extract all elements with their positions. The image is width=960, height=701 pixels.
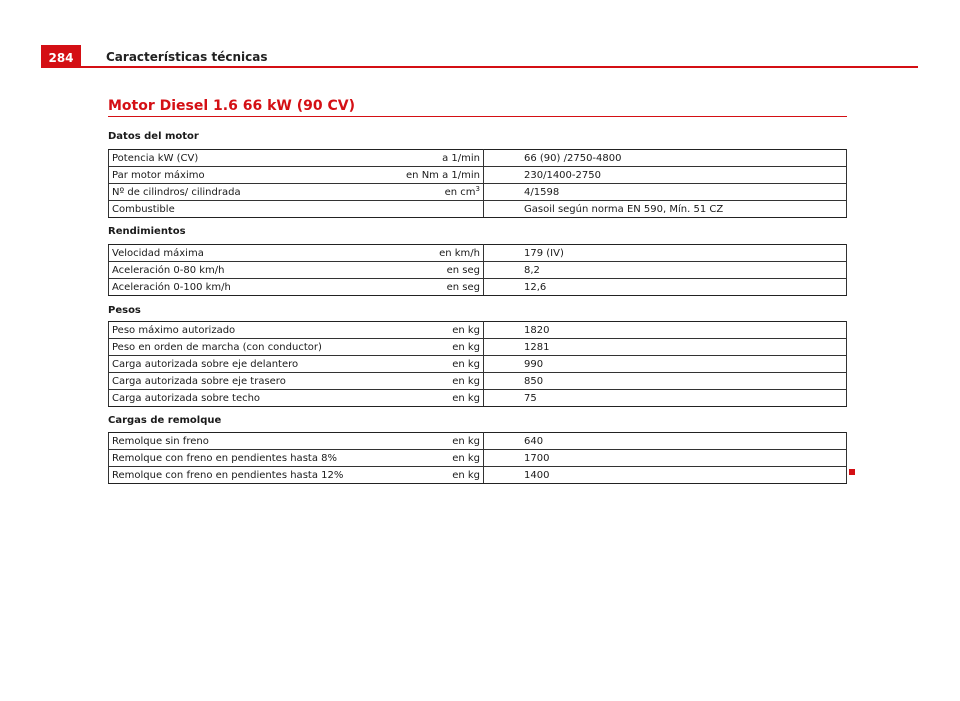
- row-label: Combustible: [109, 201, 396, 218]
- row-unit: en seg: [395, 262, 484, 279]
- row-unit: en kg: [395, 339, 484, 356]
- row-unit: en kg: [395, 322, 484, 339]
- table-row: [109, 167, 847, 184]
- row-value: Gasoil según norma EN 590, Mín. 51 CZ: [484, 201, 847, 218]
- row-unit: [395, 201, 484, 218]
- row-unit: en $cm^3$: [395, 184, 484, 201]
- row-label: Aceleración 0-80 km/h: [109, 262, 396, 279]
- table-row: [109, 467, 847, 484]
- table-row: [109, 373, 847, 390]
- group-title-cargas-remolque: Cargas de remolque: [108, 415, 222, 426]
- row-value: 1700: [484, 450, 847, 467]
- table-row: [109, 279, 847, 296]
- group-title-pesos: Pesos: [108, 305, 141, 316]
- row-unit: en kg: [395, 373, 484, 390]
- row-value: 75: [484, 390, 847, 407]
- row-value: 990: [484, 356, 847, 373]
- row-value: 1400: [484, 467, 847, 484]
- row-unit: en kg: [395, 433, 484, 450]
- table-row: [109, 433, 847, 450]
- row-unit: en Nm a 1/min: [395, 167, 484, 184]
- row-value: 640: [484, 433, 847, 450]
- row-label: Peso máximo autorizado: [109, 322, 396, 339]
- row-unit: a 1/min: [395, 150, 484, 167]
- section-title: Motor Diesel 1.6 66 kW (90 CV): [108, 98, 355, 114]
- row-label: Carga autorizada sobre techo: [109, 390, 396, 407]
- row-label: Remolque sin freno: [109, 433, 396, 450]
- row-label: Potencia kW (CV): [109, 150, 396, 167]
- row-value: 850: [484, 373, 847, 390]
- row-unit: en seg: [395, 279, 484, 296]
- row-label: Remolque con freno en pendientes hasta 8%: [109, 450, 396, 467]
- row-value: 12,6: [484, 279, 847, 296]
- row-unit: en km/h: [395, 245, 484, 262]
- table-rendimientos: [108, 244, 847, 296]
- row-unit: en kg: [395, 467, 484, 484]
- row-unit: en kg: [395, 390, 484, 407]
- group-title-rendimientos: Rendimientos: [108, 226, 186, 237]
- row-label: Nº de cilindros/ cilindrada: [109, 184, 396, 201]
- table-row: [109, 339, 847, 356]
- row-label: Carga autorizada sobre eje trasero: [109, 373, 396, 390]
- page-number: 284: [41, 45, 81, 67]
- table-row: [109, 356, 847, 373]
- row-value: 66 (90) /2750-4800: [484, 150, 847, 167]
- row-unit: en kg: [395, 450, 484, 467]
- table-row: [109, 262, 847, 279]
- row-value: 8,2: [484, 262, 847, 279]
- row-label: Remolque con freno en pendientes hasta 12%: [109, 467, 396, 484]
- table-row: [109, 201, 847, 218]
- row-value: 4/1598: [484, 184, 847, 201]
- table-row: [109, 450, 847, 467]
- table-row: [109, 184, 847, 201]
- table-row: [109, 390, 847, 407]
- table-cargas-remolque: [108, 432, 847, 484]
- group-title-datos-motor: Datos del motor: [108, 131, 199, 142]
- row-value: 179 (IV): [484, 245, 847, 262]
- row-label: Peso en orden de marcha (con conductor): [109, 339, 396, 356]
- table-pesos: [108, 321, 847, 407]
- table-row: [109, 150, 847, 167]
- row-unit: en kg: [395, 356, 484, 373]
- section-end-square-icon: [849, 469, 855, 475]
- row-value: 1820: [484, 322, 847, 339]
- row-label: Velocidad máxima: [109, 245, 396, 262]
- chapter-title: Características técnicas: [106, 50, 268, 64]
- table-datos-motor: [108, 149, 847, 218]
- table-row: [109, 322, 847, 339]
- row-label: Carga autorizada sobre eje delantero: [109, 356, 396, 373]
- header-rule: [41, 66, 918, 68]
- section-rule: [108, 116, 847, 117]
- row-label: Aceleración 0-100 km/h: [109, 279, 396, 296]
- table-row: [109, 245, 847, 262]
- row-value: 1281: [484, 339, 847, 356]
- row-label: Par motor máximo: [109, 167, 396, 184]
- page-header: [41, 45, 918, 68]
- row-value: 230/1400-2750: [484, 167, 847, 184]
